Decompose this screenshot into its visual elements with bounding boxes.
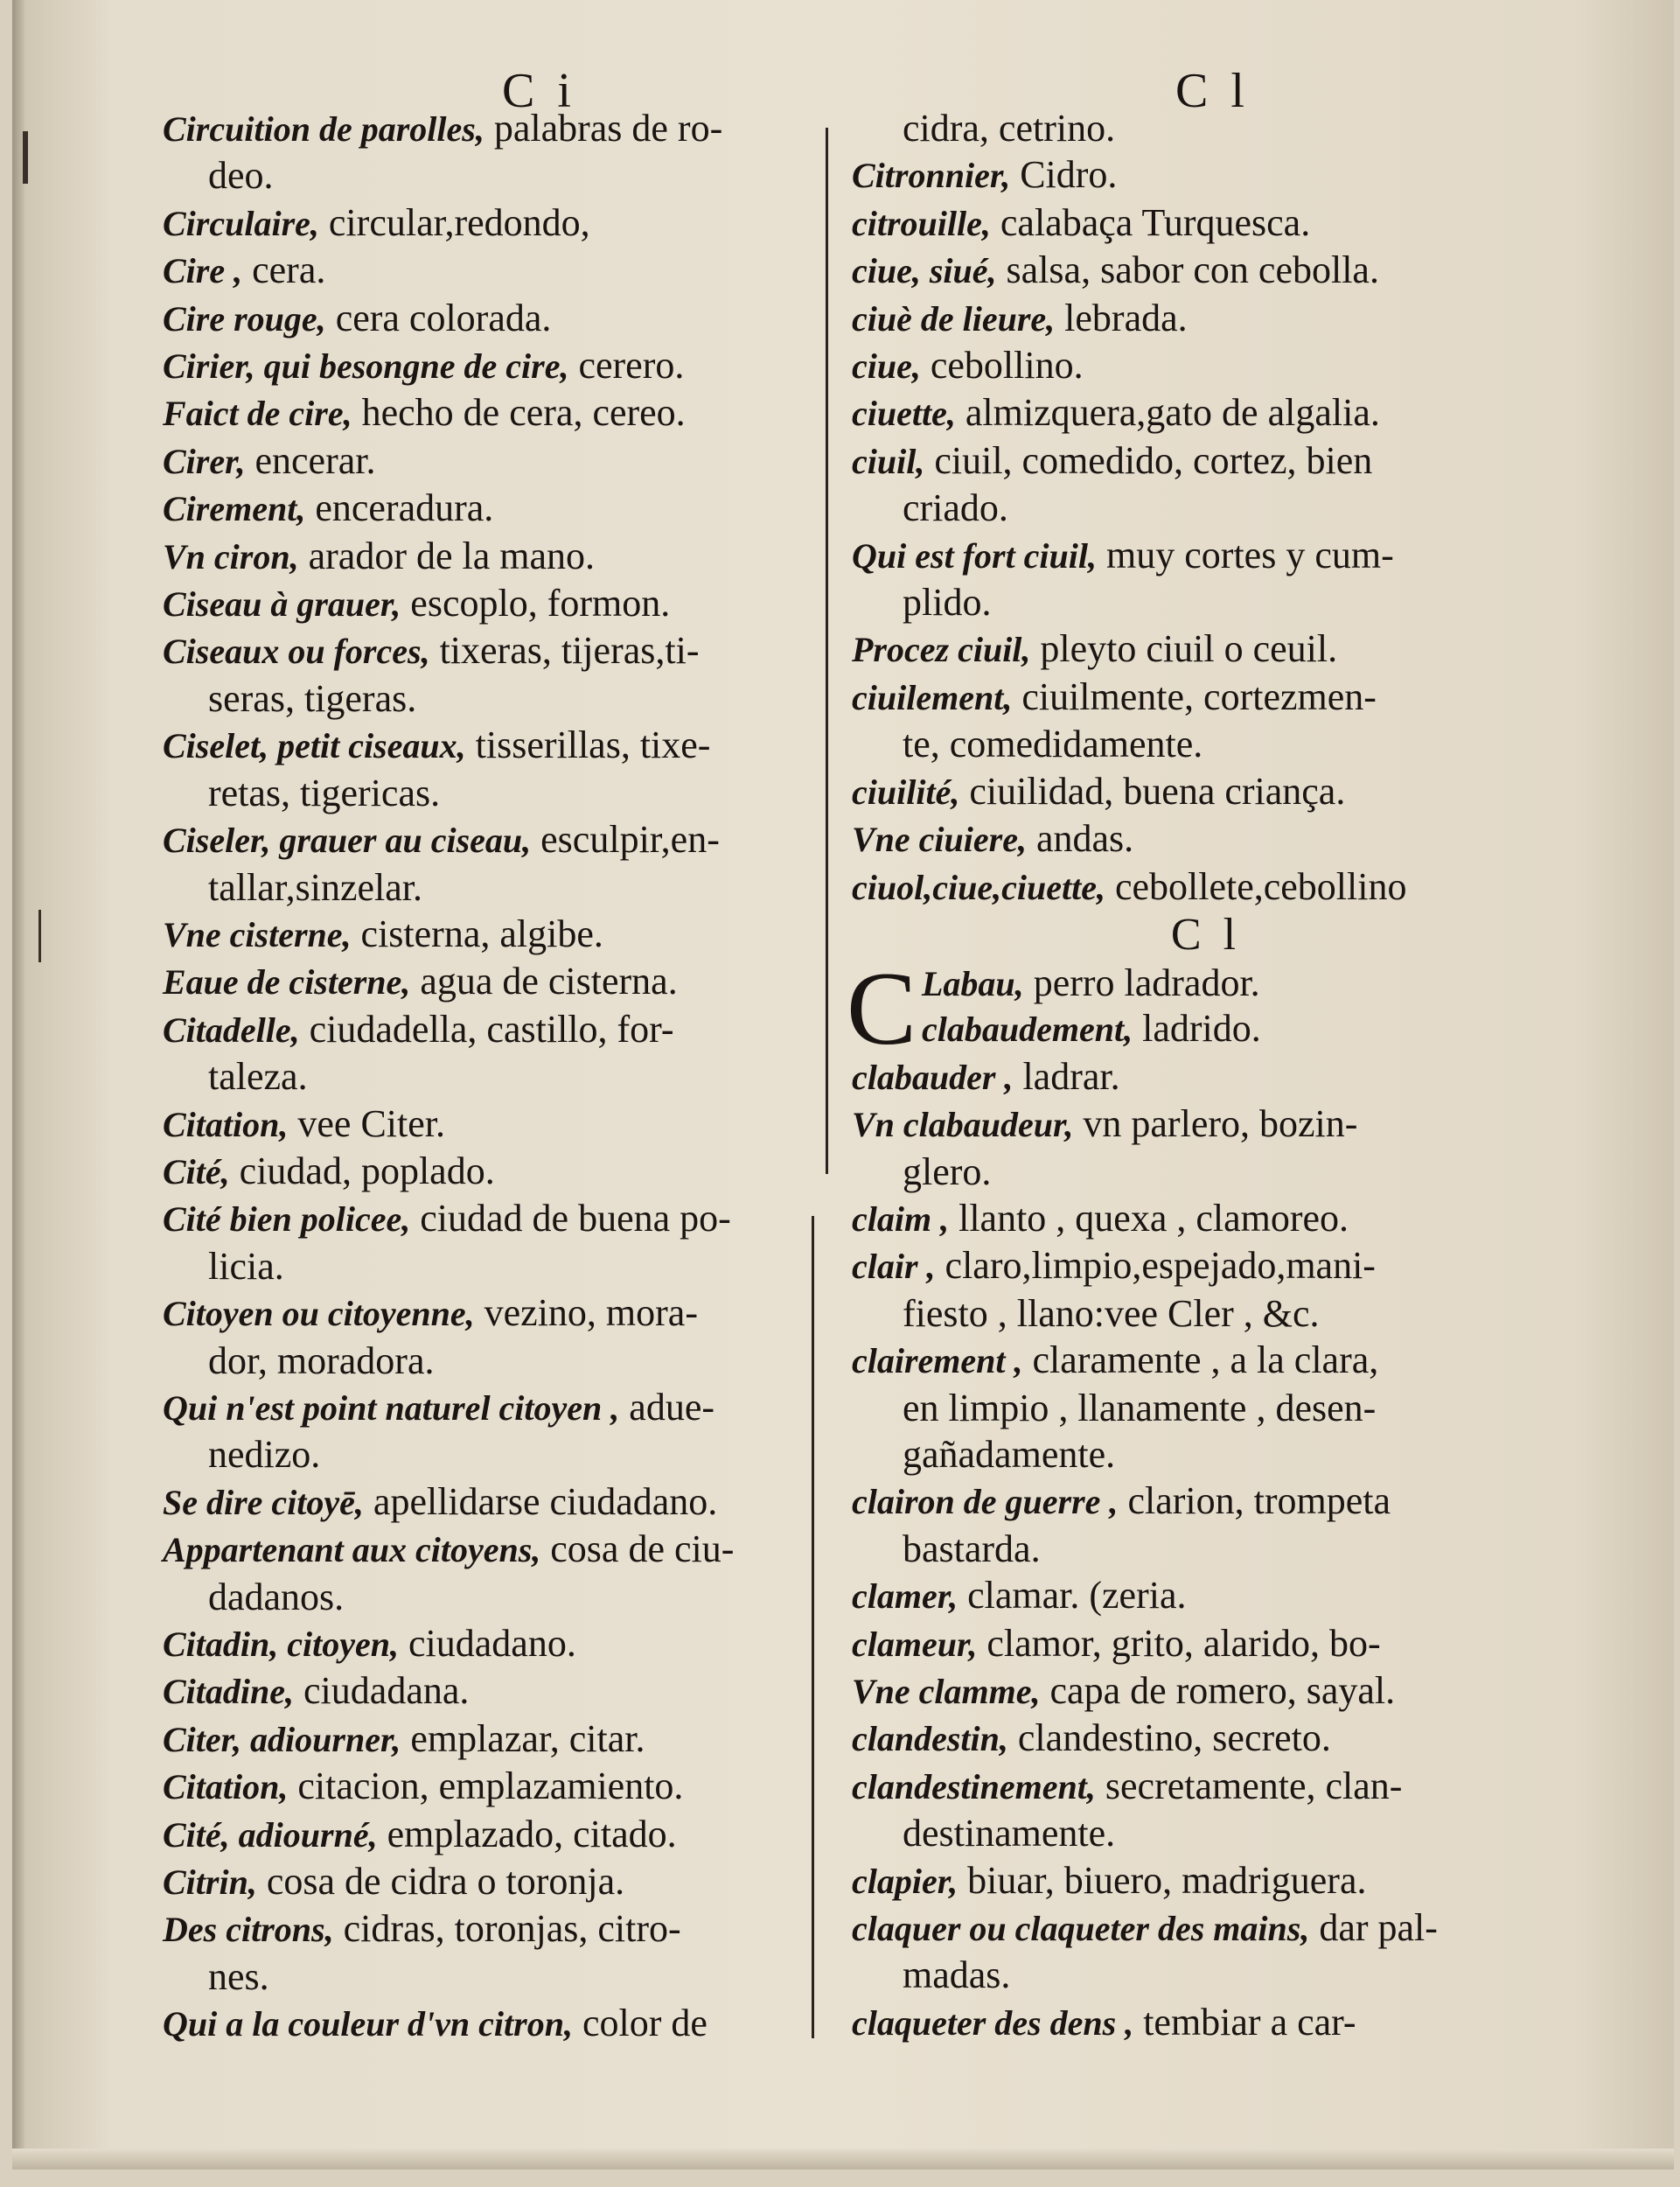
dictionary-entry [163,1858,827,1905]
entry-continuation [852,1149,1499,1195]
headword: Vn ciron, [163,536,299,576]
definition-text: enceradura. [305,486,494,530]
entry-continuation [852,1526,1499,1572]
dictionary-entry [163,816,827,863]
dictionary-entry [163,533,827,580]
definition-text: circular,redondo, [318,200,590,244]
definition-text: cebollino. [920,344,1084,388]
dictionary-entry [163,1148,827,1195]
headword: Eaue de cisterne, [163,962,411,1003]
definition-text: vezino, mora- [474,1291,698,1335]
right-column [847,105,1499,2046]
definition-text: andas. [1026,817,1134,861]
dictionary-entry [163,1905,827,1953]
headword: citrouille, [852,203,991,243]
dictionary-entry [852,151,1499,199]
dictionary-entry [163,1006,827,1053]
entry-continuation [163,1338,827,1384]
definition-text: vee Citer. [288,1101,445,1145]
definition-text: cebollete,cebollino [1105,864,1407,908]
entry-continuation [852,1810,1499,1856]
headword: Cire , [163,251,243,291]
dictionary-entry [852,1195,1499,1242]
definition-text: citacion, emplazamiento. [288,1764,684,1808]
headword: Qui est fort ciuil, [852,535,1098,576]
headword: ciuil, [852,441,925,481]
headword: clandestin, [852,1719,1008,1759]
headword: Circulaire, [163,203,319,243]
dictionary-entry [163,1811,827,1858]
entry-continuation [163,1053,827,1100]
definition-text: claramente , a la clara, [1022,1338,1379,1382]
entry-continuation [163,152,827,199]
definition-text: cosa de ciu- [540,1527,735,1571]
headword: clabauder , [852,1057,1014,1097]
definition-text: bastarda. [903,1527,1041,1570]
left-running-header: C i [502,64,576,118]
dictionary-entry [163,1620,827,1667]
dictionary-entry [852,768,1499,815]
headword: clairon de guerre , [852,1482,1119,1522]
dictionary-entry [852,1620,1499,1667]
definition-text: cera colorada. [325,296,552,339]
definition-text: seras, tigeras. [208,676,417,720]
definition-text: agua de cisterna. [410,960,678,1003]
dictionary-entry [163,1195,827,1242]
definition-text: madas. [903,1953,1011,1997]
dictionary-entry [163,437,827,485]
definition-text: licia. [208,1244,284,1288]
headword: ciuol,ciue,ciuette, [852,867,1105,907]
dictionary-entry [852,295,1499,342]
definition-text: cera. [242,248,326,292]
headword: Ciselet, petit ciseaux, [163,726,466,766]
headword: ciuette, [852,394,956,434]
dictionary-entry [163,627,827,674]
headword: clair , [852,1247,936,1287]
dictionary-entry [163,1384,827,1431]
dictionary-entry [852,199,1499,247]
definition-text: arador de la mano. [298,534,596,577]
entry-continuation [163,770,827,816]
entry-continuation [163,1431,827,1478]
dictionary-entry [852,1857,1499,1904]
entry-continuation [852,105,1499,151]
definition-text: capa de romero, sayal. [1040,1668,1396,1712]
left-column [163,105,827,2048]
entry-continuation [163,864,827,911]
dictionary-entry [163,485,827,532]
definition-text: dadanos. [208,1575,345,1618]
dictionary-entry [163,342,827,389]
definition-text: esculpir,en- [531,818,720,862]
definition-text: ladrido. [1133,1007,1261,1051]
definition-text: te, comedidamente. [903,723,1203,766]
definition-text: ciudad de buena po- [410,1197,731,1240]
dictionary-entry [852,815,1499,863]
definition-text: salsa, sabor con cebolla. [996,248,1379,292]
definition-text: emplazado, citado. [377,1812,677,1855]
headword: Cirement, [163,489,306,529]
dictionary-entry [852,437,1499,485]
headword: Circuition de parolles, [163,109,484,149]
entry-continuation [163,1953,827,2000]
definition-text: dor, moradora. [208,1338,435,1382]
dictionary-entry [852,1478,1499,1525]
dictionary-entry [163,247,827,294]
column-divider [826,128,828,1174]
page-edge [12,2149,1674,2170]
right-column-upper [852,105,1499,911]
dictionary-entry [163,958,827,1005]
dictionary-entry [852,247,1499,294]
definition-text: pleyto ciuil o ceuil. [1030,627,1338,671]
headword: Citadelle, [163,1010,300,1050]
headword: Cirier, qui besongne de cire, [163,346,569,387]
dictionary-entry [163,580,827,627]
dictionary-entry [852,960,1260,1007]
headword: ciue, [852,346,921,387]
entry-continuation [163,675,827,722]
dictionary-entry [163,1667,827,1715]
definition-text: taleza. [208,1055,308,1099]
headword: claqueter des dens , [852,2002,1134,2043]
headword: ciuilité, [852,772,960,812]
definition-text: dar pal- [1309,1906,1438,1950]
headword: ciuilement, [852,677,1013,717]
definition-text: cosa de cidra o toronja. [256,1860,625,1904]
dictionary-entry [163,2000,827,2047]
entry-continuation [852,1385,1499,1431]
section-header: C l [1170,909,1242,960]
headword: Vne cisterne, [163,914,352,954]
definition-text: ciuilmente, cortezmen- [1012,674,1377,718]
definition-text: ladrar. [1013,1054,1120,1098]
entry-continuation [852,579,1499,625]
definition-text: muy cortes y cum- [1097,533,1394,576]
headword: ciuè de lieure, [852,298,1056,339]
dictionary-entry [852,1005,1499,1052]
headword: Cité, adiourné, [163,1814,378,1855]
definition-text: deo. [208,154,274,198]
definition-text: ciudadana. [294,1669,470,1713]
definition-text: destinamente. [903,1812,1116,1855]
definition-text: adue- [619,1385,715,1429]
margin-mark [38,910,41,962]
headword: Cire rouge, [163,298,326,339]
definition-text: clandestino, secreto. [1007,1716,1331,1760]
dictionary-entry [852,1667,1499,1715]
headword: Appartenant aux citoyens, [163,1530,541,1570]
definition-text: criado. [903,486,1008,530]
entry-continuation [852,1431,1499,1478]
headword: Ciseau à grauer, [163,584,401,625]
definition-text: ciuil, comedido, cortez, bien [924,438,1373,482]
definition-text: tembiar a car- [1133,2000,1356,2044]
definition-text: glero. [903,1149,992,1193]
dictionary-entry [852,863,1499,911]
definition-text: en limpio , llanamente , desen- [903,1386,1377,1429]
definition-text: fiesto , llano:vee Cler , &c. [903,1291,1320,1335]
dictionary-entry [163,389,827,437]
headword: Des citrons, [163,1910,334,1950]
dictionary-entry [852,342,1499,389]
headword: clabaudement, [922,1010,1133,1050]
headword: Citoyen ou citoyenne, [163,1294,475,1334]
definition-text: llanto , quexa , clamoreo. [949,1196,1349,1240]
headword: Se dire citoyē, [163,1482,364,1522]
dictionary-entry [852,1763,1499,1810]
definition-text: retas, tigericas. [208,771,441,814]
definition-text: biuar, biuero, madriguera. [958,1858,1367,1902]
right-running-header: C l [1175,64,1250,118]
headword: clameur, [852,1624,978,1664]
headword: Labau, [922,963,1024,1003]
headword: Vne ciuiere, [852,820,1027,860]
dictionary-entry [852,389,1499,437]
dictionary-entry [852,1572,1499,1619]
headword: Qui n'est point naturel citoyen , [163,1387,620,1428]
definition-text: tixeras, tijeras,ti- [429,629,700,673]
dictionary-entry [163,199,827,247]
headword: Faict de cire, [163,394,352,434]
dictionary-entry [852,1999,1499,2046]
definition-text: ciudadano. [399,1622,576,1665]
dictionary-entry [163,911,827,958]
headword: claim , [852,1198,950,1239]
dictionary-entry [852,1904,1499,1952]
margin-mark [23,131,28,184]
definition-text: clamar. (zeria. [958,1574,1187,1618]
headword: Citation, [163,1104,289,1144]
dropcap-initial: C [847,949,917,1066]
definition-text: calabaça Turquesca. [990,200,1311,244]
dictionary-entry [163,1715,827,1763]
headword: ciue, siué, [852,251,997,291]
definition-text: perro ladrador. [1023,961,1260,1004]
dictionary-entry [852,1715,1499,1762]
entry-continuation [852,721,1499,767]
definition-text: ciudadella, castillo, for- [299,1007,674,1051]
definition-text: escoplo, formon. [401,582,671,625]
definition-text: apellidarse ciudadano. [363,1479,718,1523]
definition-text: clarion, trompeta [1118,1479,1391,1523]
column-divider [812,1216,814,2038]
headword: Cirer, [163,441,246,481]
headword: Qui a la couleur d'vn citron, [163,2004,573,2044]
definition-text: Cidro. [1010,153,1118,197]
entry-continuation [163,1243,827,1289]
headword: Ciseaux ou forces, [163,632,430,672]
dictionary-entry [163,1289,827,1337]
headword: Cité bien policee, [163,1199,411,1240]
dictionary-entry [852,1100,1499,1148]
entry-continuation [852,485,1499,531]
headword: Citrin, [163,1862,257,1903]
headword: Vn clabaudeur, [852,1105,1074,1145]
dictionary-entry [163,105,827,152]
dictionary-entry [163,1763,827,1810]
definition-text: claro,limpio,espejado,mani- [935,1244,1376,1288]
headword: Vne clamme, [852,1671,1041,1711]
dictionary-entry [163,1100,827,1148]
definition-text: clamor, grito, alarido, bo- [977,1621,1381,1665]
right-column-lower [847,949,1499,2046]
definition-text: almizquera,gato de algalia. [955,391,1380,435]
dictionary-entry [852,1053,1499,1100]
dictionary-entry [852,1337,1499,1384]
dictionary-entry [852,674,1499,721]
dictionary-entry [163,295,827,342]
headword: Citadin, citoyen, [163,1625,399,1664]
definition-text: tallar,sinzelar. [208,865,423,909]
headword: Citronnier, [852,156,1011,196]
definition-text: cidras, toronjas, citro- [333,1907,681,1951]
entry-continuation [852,1952,1499,1998]
definition-text: cerero. [568,344,685,388]
definition-text: vn parlero, bozin- [1073,1102,1358,1146]
dictionary-entry [163,1478,827,1526]
definition-text: color de [572,2002,708,2045]
dictionary-entry [163,1526,827,1573]
headword: Citation, [163,1767,289,1807]
definition-text: nedizo. [208,1433,321,1477]
dictionary-entry [852,532,1499,579]
headword: Procez ciuil, [852,630,1031,670]
definition-text: lebrada. [1055,296,1188,339]
definition-text: emplazar, citar. [401,1716,645,1760]
definition-text: cisterna, algibe. [351,912,603,955]
definition-text: encerar. [245,438,376,482]
dictionary-entry [852,625,1499,673]
headword: clamer, [852,1576,959,1617]
headword: clairement , [852,1341,1023,1381]
dictionary-entry [163,722,827,769]
headword: Citadine, [163,1672,295,1712]
headword: Citer, adiourner, [163,1719,401,1759]
definition-text: gañadamente. [903,1432,1116,1476]
definition-text: secretamente, clan- [1095,1764,1403,1807]
definition-text: tisserillas, tixe- [465,723,711,767]
entry-continuation [852,1290,1499,1337]
headword: Ciseler, grauer au ciseau, [163,821,532,861]
book-page [12,0,1674,2170]
headword: claquer ou claqueter des mains, [852,1909,1310,1949]
definition-text: hecho de cera, cereo. [352,391,686,435]
definition-text: palabras de ro- [484,107,723,150]
headword: clapier, [852,1861,959,1901]
definition-text: ciudad, poplado. [229,1149,495,1192]
dictionary-entry [852,1242,1499,1289]
entry-continuation [163,1574,827,1620]
definition-text: plido. [903,581,992,625]
headword: Cité, [163,1151,230,1191]
definition-text: cidra, cetrino. [903,107,1116,150]
definition-text: ciuilidad, buena criança. [959,769,1346,813]
definition-text: nes. [208,1954,269,1998]
headword: clandestinement, [852,1766,1096,1806]
